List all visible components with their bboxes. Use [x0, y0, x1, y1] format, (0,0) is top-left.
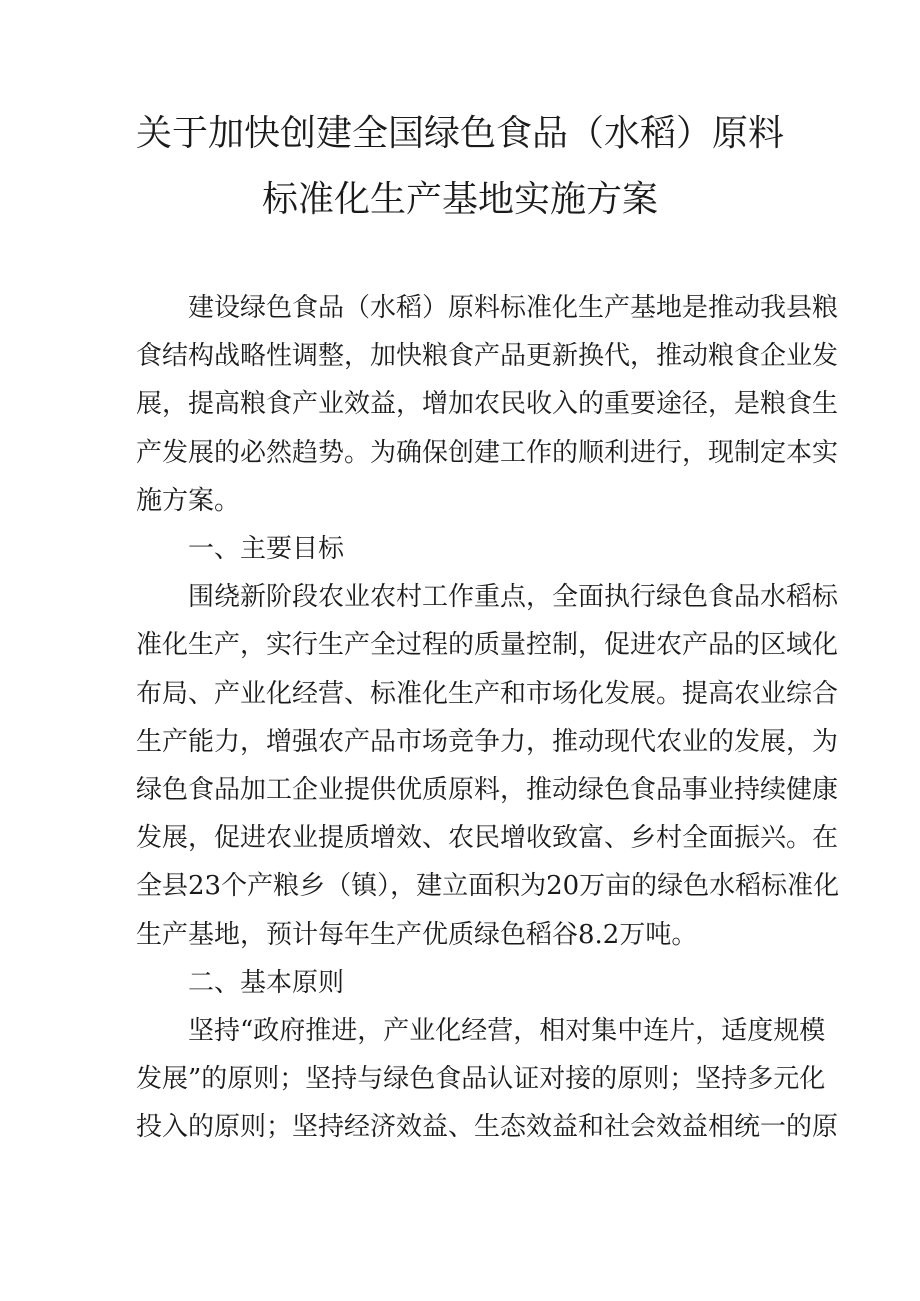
text-line: 准化生产，实行生产全过程的质量控制，促进农产品的区域化	[136, 630, 839, 661]
text-line: 布局、产业化经营、标准化生产和市场化发展。提高农业综合	[136, 678, 839, 709]
document-title-line-1: 关于加快创建全国绿色食品（水稻）原料	[135, 113, 784, 154]
text-line: 施方案。	[136, 485, 241, 516]
principles-paragraph	[136, 1007, 839, 1152]
intro-paragraph	[136, 284, 839, 525]
text-line: 生产基地，预计每年生产优质绿色稻谷8.2万吨。	[136, 919, 698, 950]
document-title-line-2: 标准化生产基地实施方案	[261, 179, 658, 220]
text-line: 绿色食品加工企业提供优质原料，推动绿色食品事业持续健康	[136, 775, 839, 806]
text-line: 生产能力，增强农产品市场竞争力，推动现代农业的发展，为	[136, 726, 839, 757]
goals-paragraph	[136, 573, 840, 959]
text-line: 展，提高粮食产业效益，增加农民收入的重要途径，是粮食生	[136, 389, 839, 420]
text-line: 建设绿色食品（水稻）原料标准化生产基地是推动我县粮	[188, 293, 839, 323]
text-line: 投入的原则；坚持经济效益、生态效益和社会效益相统一的原	[136, 1112, 839, 1143]
text-line: 围绕新阶段农业农村工作重点，全面执行绿色食品水稻标	[188, 582, 839, 613]
section-heading-goals: 一、主要目标	[188, 534, 345, 565]
section-heading-principles: 二、基本原则	[188, 967, 345, 998]
document-body	[136, 284, 840, 1152]
text-line: 坚持“政府推进，产业化经营，相对集中连片，适度规模	[188, 1016, 826, 1047]
text-line: 发展，促进农业提质增效、农民增收致富、乡村全面振兴。在	[136, 823, 839, 854]
text-line: 发展”的原则；坚持与绿色食品认证对接的原则；坚持多元化	[136, 1064, 826, 1095]
text-line: 全县23个产粮乡（镇），建立面积为20万亩的绿色水稻标准化	[136, 871, 840, 902]
text-line: 产发展的必然趋势。为确保创建工作的顺利进行，现制定本实	[136, 437, 839, 468]
text-line: 食结构战略性调整，加快粮食产品更新换代，推动粮食企业发	[136, 341, 839, 372]
